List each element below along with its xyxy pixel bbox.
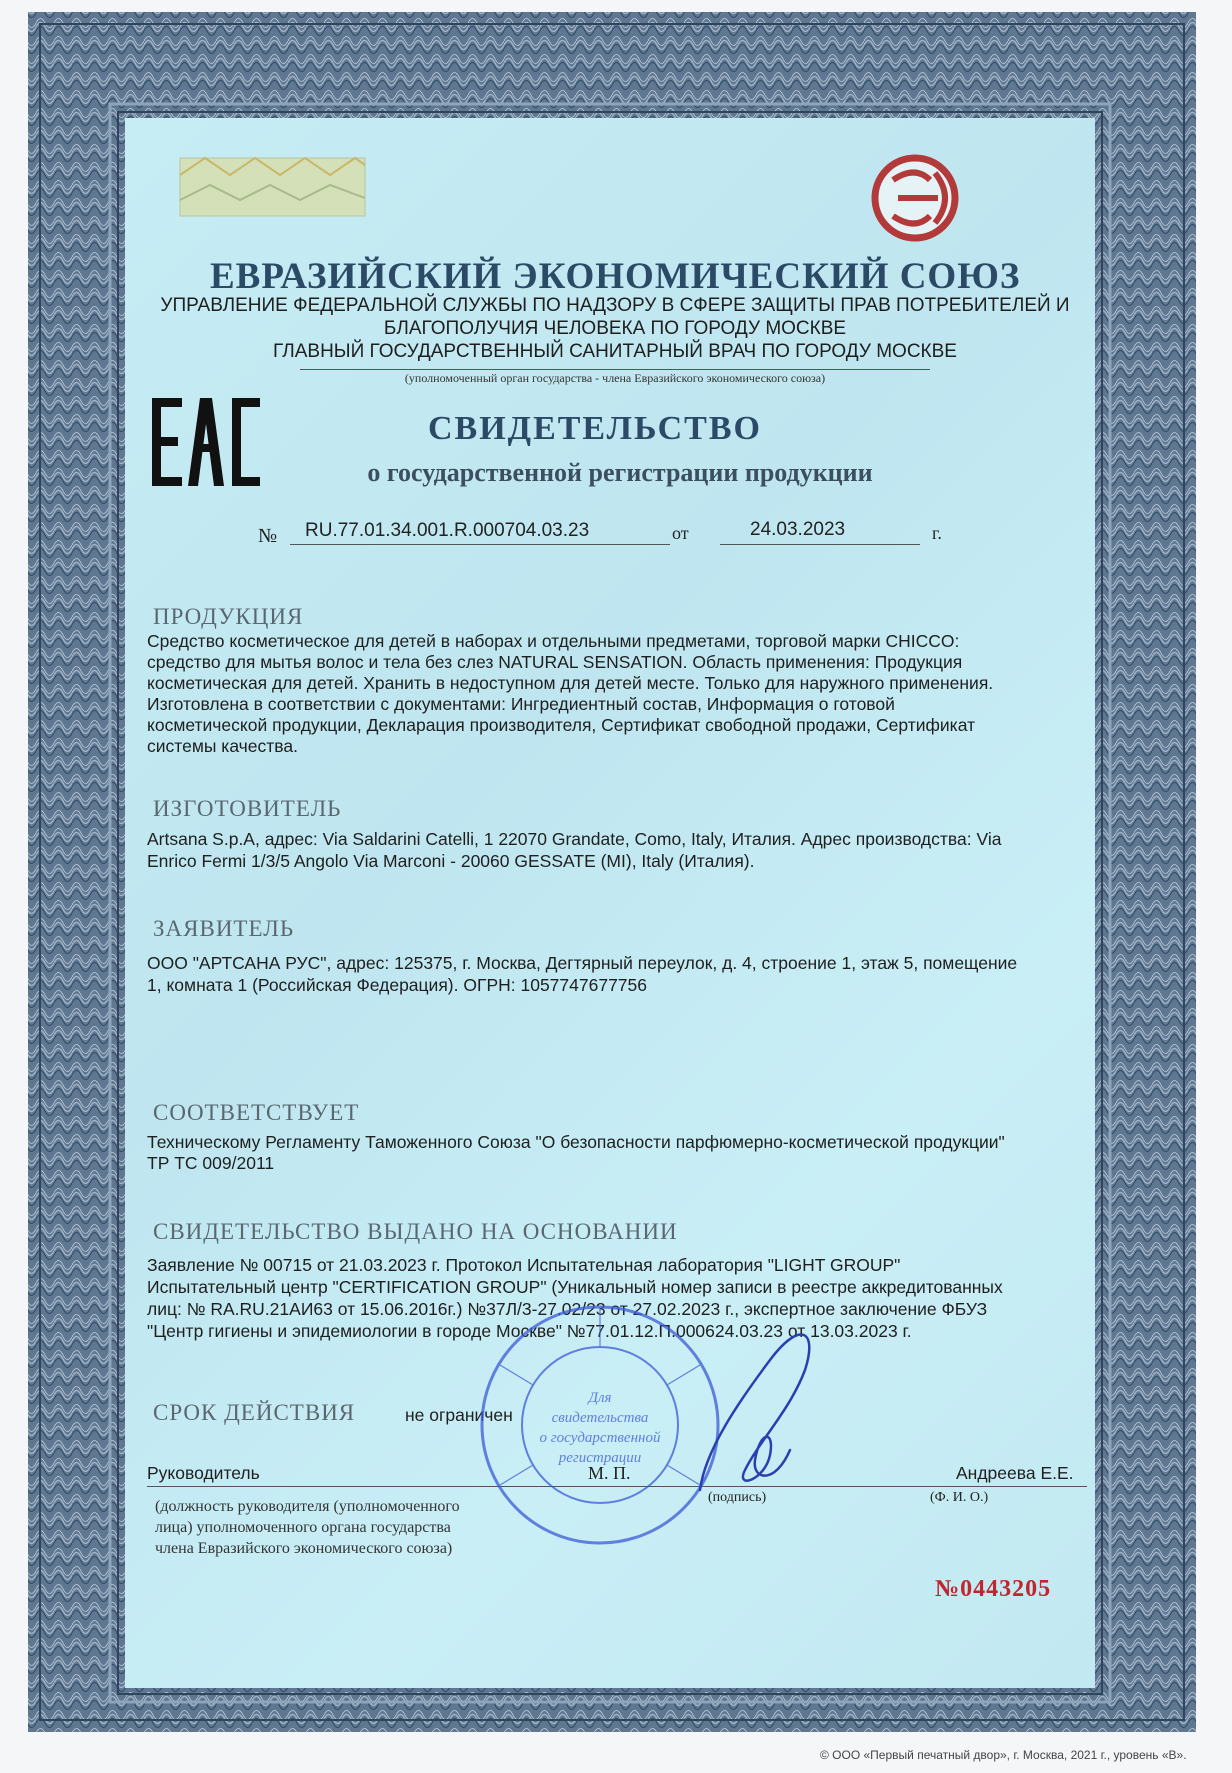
year-suffix: г.	[932, 523, 942, 543]
applicant-heading: ЗАЯВИТЕЛЬ	[153, 916, 295, 941]
product-line-1: Средство косметическое для детей в наборах и отдельными предметами, торговой марки CHICCO:	[147, 631, 960, 651]
svg-text:свидетельства: свидетельства	[551, 1410, 649, 1426]
product-line-4: Изготовлена в соответствии с документами: Ингредиентный состав, Информация о готовой	[147, 694, 895, 714]
svg-text:Для: Для	[588, 1390, 612, 1406]
validity-value: не ограничен	[405, 1405, 513, 1425]
product-line-5: косметической продукции, Декларация производителя, Сертификат свободной продажи, Сертификат	[147, 715, 976, 735]
certificate-number: RU.77.01.34.001.R.000704.03.23	[305, 520, 590, 541]
product-line-2: средство для мытья волос и тела без слез NATURAL SENSATION. Область применения: Продукция	[147, 652, 963, 672]
mp-label: М. П.	[588, 1463, 631, 1483]
manufacturer-line-2: Enrico Fermi 1/3/5 Angolo Via Marconi - 20060 GESSATE (MI), Italy (Италия).	[147, 851, 755, 871]
certificate-title: СВИДЕТЕЛЬСТВО	[428, 410, 762, 447]
role-caption-line-1: (должность руководителя (уполномоченного	[155, 1498, 460, 1515]
manufacturer-heading: ИЗГОТОВИТЕЛЬ	[153, 796, 342, 821]
basis-line-1: Заявление № 00715 от 21.03.2023 г. Протокол Испытательная лаборатория "LIGHT GROUP"	[147, 1255, 901, 1275]
conformity-line-2: ТР ТС 009/2011	[147, 1153, 275, 1173]
certificate-date: 24.03.2023	[750, 519, 846, 540]
manufacturer-line-1: Artsana S.p.A, адрес: Via Saldarini Catelli, 1 22070 Grandate, Como, Italy, Италия. Адрес производства: Via	[147, 829, 1002, 849]
date-label: от	[672, 523, 689, 543]
authority-line-1: УПРАВЛЕНИЕ ФЕДЕРАЛЬНОЙ СЛУЖБЫ ПО НАДЗОРУ В СФЕРЕ ЗАЩИТЫ ПРАВ ПОТРЕБИТЕЛЕЙ И	[160, 295, 1070, 316]
role-label: Руководитель	[147, 1463, 260, 1483]
printer-copyright: © ООО «Первый печатный двор», г. Москва, 2021 г., уровень «В».	[820, 1748, 1187, 1762]
svg-text:регистрации: регистрации	[558, 1450, 642, 1466]
certificate-subtitle: о государственной регистрации продукции	[367, 458, 873, 487]
union-title: ЕВРАЗИЙСКИЙ ЭКОНОМИЧЕСКИЙ СОЮЗ	[210, 256, 1021, 297]
svg-text:о государственной: о государственной	[539, 1430, 661, 1446]
signer-name: Андреева Е.Е.	[956, 1463, 1074, 1483]
serial-number: №0443205	[935, 1576, 1052, 1602]
applicant-line-2: 1, комната 1 (Российская Федерация). ОГРН: 1057747677756	[147, 975, 648, 995]
basis-line-3: лиц: № RA.RU.21АИ63 от 15.06.2016г.) №37Л/3-27.02/23 от 27.02.2023 г., экспертное заключение ФБУЗ	[147, 1299, 988, 1319]
name-caption: (Ф. И. О.)	[930, 1490, 989, 1505]
applicant-line-1: ООО "АРТСАНА РУС", адрес: 125375, г. Москва, Дегтярный переулок, д. 4, строение 1, этаж 5, помещение	[147, 953, 1018, 973]
conformity-heading: СООТВЕТСТВУЕТ	[153, 1100, 360, 1125]
authority-line-3: ГЛАВНЫЙ ГОСУДАРСТВЕННЫЙ САНИТАРНЫЙ ВРАЧ ПО ГОРОДУ МОСКВЕ	[273, 341, 957, 362]
role-caption-line-3: члена Евразийского экономического союза)	[155, 1540, 453, 1557]
authority-note: (уполномоченный орган государства - члена Евразийского экономического союза)	[300, 369, 930, 386]
product-heading: ПРОДУКЦИЯ	[153, 604, 304, 629]
authority-line-2: БЛАГОПОЛУЧИЯ ЧЕЛОВЕКА ПО ГОРОДУ МОСКВЕ	[383, 318, 847, 339]
conformity-line-1: Техническому Регламенту Таможенного Союза "О безопасности парфюмерно-косметической продукции"	[147, 1132, 1005, 1152]
validity-heading: СРОК ДЕЙСТВИЯ	[153, 1400, 356, 1425]
role-caption-line-2: лица) уполномоченного органа государства	[155, 1519, 451, 1536]
signature-caption: (подпись)	[708, 1490, 767, 1505]
product-line-6: системы качества.	[147, 736, 298, 756]
number-label: №	[258, 525, 278, 547]
basis-heading: СВИДЕТЕЛЬСТВО ВЫДАНО НА ОСНОВАНИИ	[153, 1219, 678, 1244]
basis-line-2: Испытательный центр "CERTIFICATION GROUP" (Уникальный номер записи в реестре аккредитованных	[147, 1277, 1003, 1297]
product-line-3: косметическая для детей. Хранить в недоступном для детей месте. Только для наружного применения.	[147, 673, 994, 693]
basis-line-4: "Центр гигиены и эпидемиологии в городе Москве" №77.01.12.П.000624.03.23 от 13.03.2023 г.	[147, 1321, 912, 1341]
